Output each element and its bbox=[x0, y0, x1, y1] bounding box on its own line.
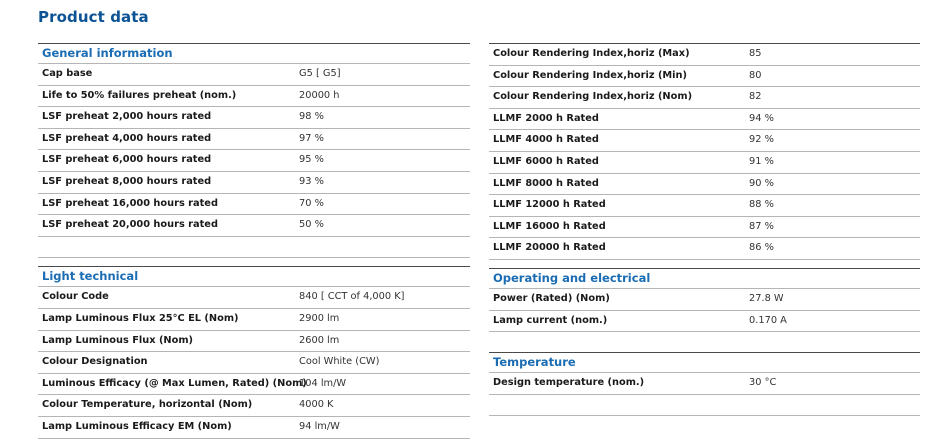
spec-label: LLMF 4000 h Rated bbox=[493, 134, 599, 146]
spec-row bbox=[38, 287, 470, 309]
spec-row bbox=[489, 174, 920, 196]
section-title-temperature: Temperature bbox=[489, 353, 920, 373]
spec-value: 2600 lm bbox=[299, 334, 340, 346]
spec-value: 80 bbox=[749, 69, 762, 81]
spec-value: 27.8 W bbox=[749, 292, 784, 304]
spec-row bbox=[489, 195, 920, 217]
spec-label: Colour Rendering Index,horiz (Nom) bbox=[493, 91, 693, 103]
spec-value: 97 % bbox=[299, 132, 324, 144]
spec-row bbox=[489, 311, 920, 333]
temperature-section bbox=[489, 352, 920, 416]
spec-row bbox=[38, 86, 470, 108]
left-column bbox=[38, 43, 470, 439]
spec-row bbox=[489, 373, 920, 395]
spec-value: 20000 h bbox=[299, 89, 340, 101]
spec-value: 86 % bbox=[749, 242, 774, 254]
spec-row bbox=[489, 217, 920, 239]
spec-value: 94 % bbox=[749, 112, 774, 124]
spec-value: 95 % bbox=[299, 154, 324, 166]
spec-value: 4000 K bbox=[299, 399, 334, 411]
section-title-light-technical: Light technical bbox=[38, 267, 470, 287]
spec-label: Lamp Luminous Flux 25°C EL (Nom) bbox=[42, 312, 239, 324]
spec-row bbox=[38, 374, 470, 396]
spec-value: 82 bbox=[749, 91, 762, 103]
spec-row bbox=[38, 309, 470, 331]
spec-row bbox=[489, 44, 920, 66]
spec-label: Colour Rendering Index,horiz (Max) bbox=[493, 48, 690, 59]
spec-row bbox=[38, 331, 470, 353]
spec-value: 104 lm/W bbox=[299, 377, 347, 389]
spec-row bbox=[489, 289, 920, 311]
spec-value: 30 °C bbox=[749, 377, 777, 389]
spec-row bbox=[38, 215, 470, 237]
spec-label: Power (Rated) (Nom) bbox=[493, 292, 610, 304]
spec-label: Colour Temperature, horizontal (Nom) bbox=[42, 399, 253, 411]
light-technical-continued-section bbox=[489, 43, 920, 260]
spec-value: 93 % bbox=[299, 175, 324, 187]
spec-value: Cool White (CW) bbox=[299, 356, 380, 368]
spec-label: LSF preheat 2,000 hours rated bbox=[42, 111, 212, 123]
spec-label: Lamp Luminous Efficacy EM (Nom) bbox=[42, 420, 232, 432]
spec-value: 94 lm/W bbox=[299, 420, 340, 432]
spec-label: Lamp current (nom.) bbox=[493, 314, 608, 326]
spec-value: 70 % bbox=[299, 197, 324, 209]
spec-label: Luminous Efficacy (@ Max Lumen, Rated) (Nom) bbox=[42, 377, 307, 389]
spec-label: LLMF 16000 h Rated bbox=[493, 220, 606, 232]
spec-value: 2900 lm bbox=[299, 312, 340, 324]
empty-row bbox=[38, 237, 470, 259]
spec-value: 50 % bbox=[299, 219, 324, 231]
light-technical-section bbox=[38, 266, 470, 438]
section-spacer bbox=[489, 260, 920, 268]
spec-row bbox=[489, 238, 920, 260]
spec-row bbox=[38, 417, 470, 439]
spec-label: Lamp Luminous Flux (Nom) bbox=[42, 334, 194, 346]
spec-value: 90 % bbox=[749, 177, 774, 189]
spec-value: 88 % bbox=[749, 199, 774, 211]
section-spacer bbox=[38, 258, 470, 266]
page-title: Product data bbox=[38, 8, 149, 26]
spec-row bbox=[38, 107, 470, 129]
spec-row bbox=[489, 87, 920, 109]
spec-row bbox=[489, 109, 920, 131]
spec-label: LLMF 20000 h Rated bbox=[493, 242, 606, 254]
spec-label: LLMF 2000 h Rated bbox=[493, 112, 599, 124]
empty-row bbox=[489, 395, 920, 417]
section-title-general-information: General information bbox=[38, 44, 470, 64]
spec-value: 98 % bbox=[299, 111, 324, 123]
spec-label: Colour Designation bbox=[42, 356, 148, 368]
right-column bbox=[489, 43, 920, 416]
spec-label: LSF preheat 8,000 hours rated bbox=[42, 175, 212, 187]
spec-label: Life to 50% failures preheat (nom.) bbox=[42, 89, 237, 101]
spec-row bbox=[38, 395, 470, 417]
spec-row bbox=[38, 352, 470, 374]
spec-value: 91 % bbox=[749, 155, 774, 167]
spec-label: LSF preheat 6,000 hours rated bbox=[42, 154, 212, 166]
spec-value: 87 % bbox=[749, 220, 774, 232]
spec-label: Cap base bbox=[42, 68, 93, 79]
general-information-section bbox=[38, 43, 470, 258]
spec-label: LSF preheat 4,000 hours rated bbox=[42, 132, 212, 144]
spec-row bbox=[38, 150, 470, 172]
spec-label: LLMF 6000 h Rated bbox=[493, 155, 599, 167]
spec-row bbox=[489, 152, 920, 174]
spec-row bbox=[38, 64, 470, 86]
spec-label: LSF preheat 16,000 hours rated bbox=[42, 197, 218, 209]
spec-value: 92 % bbox=[749, 134, 774, 146]
section-title-operating-electrical: Operating and electrical bbox=[489, 269, 920, 289]
section-spacer bbox=[489, 332, 920, 352]
spec-label: LLMF 8000 h Rated bbox=[493, 177, 599, 189]
spec-value: 840 [ CCT of 4,000 K] bbox=[299, 291, 405, 303]
spec-row bbox=[489, 130, 920, 152]
spec-value: G5 [ G5] bbox=[299, 68, 341, 79]
operating-electrical-section bbox=[489, 268, 920, 332]
spec-row bbox=[38, 172, 470, 194]
spec-label: LSF preheat 20,000 hours rated bbox=[42, 219, 218, 231]
spec-row bbox=[38, 194, 470, 216]
spec-row bbox=[489, 66, 920, 88]
spec-value: 85 bbox=[749, 48, 762, 59]
spec-label: Colour Code bbox=[42, 291, 109, 303]
spec-value: 0.170 A bbox=[749, 314, 787, 326]
spec-label: Design temperature (nom.) bbox=[493, 377, 645, 389]
spec-row bbox=[38, 129, 470, 151]
spec-label: LLMF 12000 h Rated bbox=[493, 199, 606, 211]
spec-label: Colour Rendering Index,horiz (Min) bbox=[493, 69, 687, 81]
